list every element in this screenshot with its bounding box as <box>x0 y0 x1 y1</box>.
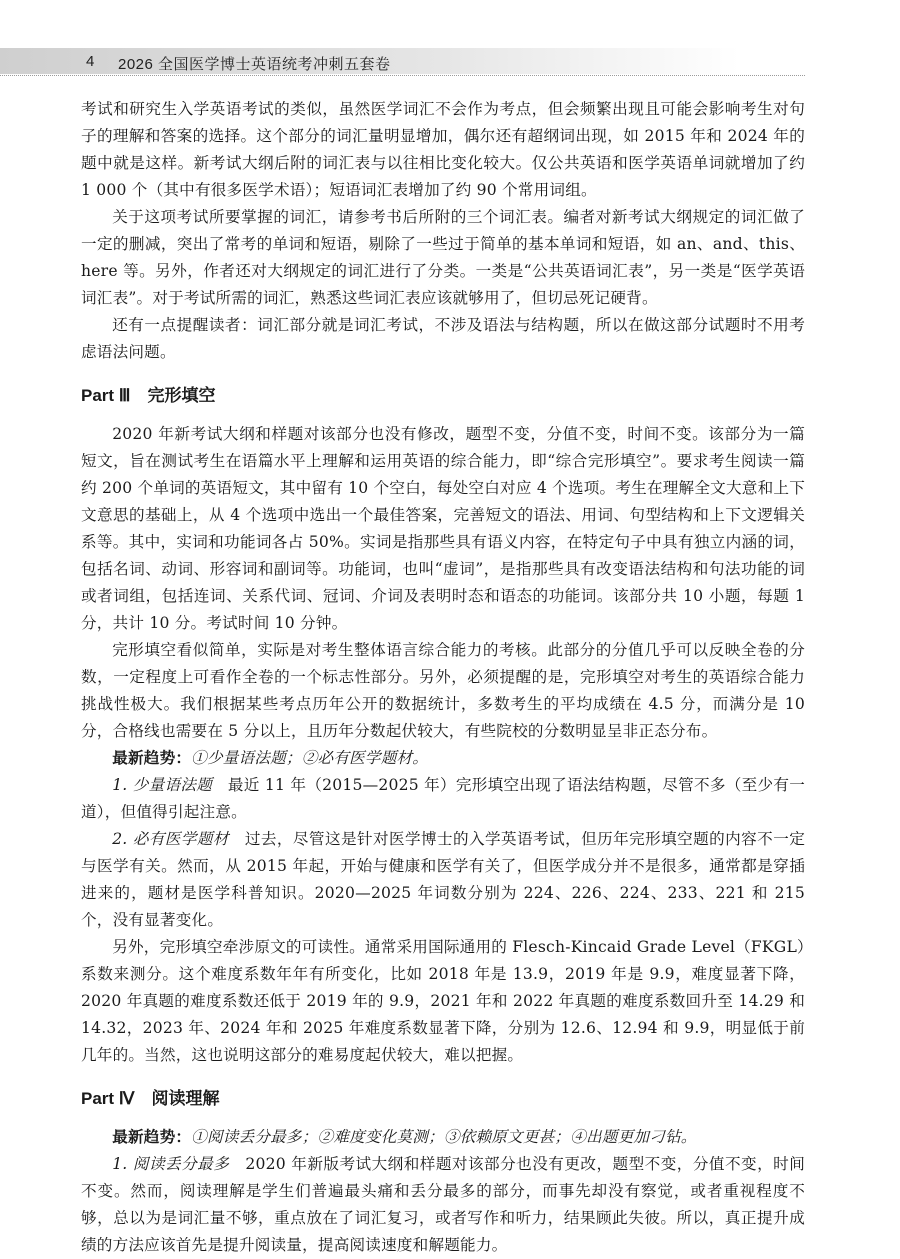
part4-heading: Part Ⅳ 阅读理解 <box>81 1089 220 1108</box>
intro-paragraph-2: 关于这项考试所要掌握的词汇，请参考书后所附的三个词汇表。编者对新考试大纲规定的词汇做了一定的删减，突出了常考的单词和短语，剔除了一些过于简单的基本单词和短语，如 an、and、this、here 等。另外，作者还对大纲规定的词汇进行了分类。一类是“公共英语词汇表”，另一类是“医学英语词汇表”。对于考试所需的词汇，熟悉这些词汇表应该就够用了，但切忌死记硬背。 <box>81 208 805 307</box>
part3-item-2-label: 2. 必有医学题材 <box>112 830 229 848</box>
part4-trend-label: 最新趋势： <box>112 1129 192 1146</box>
part3-item-2-text: 过去，尽管这是针对医学博士的入学英语考试，但历年完形填空题的内容不一定与医学有关。然而，从 2015 年起，开始与健康和医学有关了，但医学成分并不是很多，通常都是穿插进来的，题材是医学科普知识。2020—2025 年词数分别为 224、226、224、233、221 和 215 个，没有显著变化。 <box>81 830 805 929</box>
part3-trend-label: 最新趋势： <box>112 750 192 767</box>
part3-item-1 <box>81 772 805 826</box>
part4-item-1-text: 2020 年新版考试大纲和样题对该部分也没有更改，题型不变，分值不变，时间不变。然而，阅读理解是学生们普遍最头痛和丢分最多的部分，而事先却没有察觉，或者重视程度不够，总以为是词汇量不够，重点放在了词汇复习，或者写作和听力，结果顾此失彼。所以，真正提升成绩的方法应该首先是提升阅读量，提高阅读速度和解题能力。 <box>81 1155 805 1254</box>
header-rule <box>0 74 805 76</box>
part4-trend <box>81 1124 805 1151</box>
part4-item-1-label: 1. 阅读丢分最多 <box>112 1155 230 1173</box>
part3-item-2 <box>81 826 805 934</box>
part3-paragraph-2: 完形填空看似简单，实际是对考生整体语言综合能力的考核。此部分的分值几乎可以反映全卷的分数，一定程度上可看作全卷的一个标志性部分。另外，必须提醒的是，完形填空对考生的英语综合能力挑战性极大。我们根据某些考点历年公开的数据统计，多数考生的平均成绩在 4.5 分，而满分是 10 分，合格线也需要在 5 分以上，且历年分数起伏较大，有些院校的分数明显呈非正态分布。 <box>81 641 805 740</box>
intro-paragraph-3: 还有一点提醒读者：词汇部分就是词汇考试，不涉及语法与结构题，所以在做这部分试题时不用考虑语法问题。 <box>81 316 805 361</box>
part3-item-1-text: 最近 11 年（2015—2025 年）完形填空出现了语法结构题，尽管不多（至少有一道），但值得引起注意。 <box>81 776 805 821</box>
book-title: 2026 全国医学博士英语统考冲刺五套卷 <box>118 56 391 73</box>
part3-closing: 另外，完形填空牵涉原文的可读性。通常采用国际通用的 Flesch-Kincaid Grade Level（FKGL）系数来测分。这个难度系数年年有所变化，比如 2018 年是 13.9，2019 年是 9.9，难度显著下降，2020 年真题的难度系数还低于 2019 年的 9.9，2021 年和 2022 年真题的难度系数回升至 14.29 和 14.32，2023 年、2024 年和 2025 年难度系数显著下降，分别为 12.6、12.94 和 9.9，明显低于前几年的。当然，这也说明这部分的难易度起伏较大，难以把握。 <box>81 938 805 1064</box>
page-number: 4 <box>86 53 95 70</box>
part3-trend <box>81 745 805 772</box>
intro-paragraph-1: 考试和研究生入学英语考试的类似，虽然医学词汇不会作为考点，但会频繁出现且可能会影响考生对句子的理解和答案的选择。这个部分的词汇量明显增加，偶尔还有超纲词出现，如 2015 年和 2024 年的题中就是这样。新考试大纲后附的词汇表与以往相比变化较大。仅公共英语和医学英语单词就增加了约 1 000 个（其中有很多医学术语）；短语词汇表增加了约 90 个常用词组。 <box>81 100 805 199</box>
part3-item-1-label: 1. 少量语法题 <box>112 776 213 794</box>
part4-trend-items: ①阅读丢分最多；②难度变化莫测；③依赖原文更甚；④出题更加刁钻。 <box>191 1128 697 1146</box>
part3-paragraph-1: 2020 年新考试大纲和样题对该部分也没有修改，题型不变，分值不变，时间不变。该部分为一篇短文，旨在测试考生在语篇水平上理解和运用英语的综合能力，即“综合完形填空”。要求考生阅读一篇约 200 个单词的英语短文，其中留有 10 个空白，每处空白对应 4 个选项。考生在理解全文大意和上下文意思的基础上，从 4 个选项中选出一个最佳答案，完善短文的语法、用词、句型结构和上下文逻辑关系等。其中，实词和功能词各占 50%。实词是指那些具有语义内容，在特定句子中具有独立内涵的词，包括名词、动词、形容词和副词等。功能词，也叫“虚词”，是指那些具有改变语法结构和句法功能的词或者词组，包括连词、关系代词、冠词、介词及表明时态和语态的功能词。该部分共 10 小题，每题 1 分，共计 10 分。考试时间 10 分钟。 <box>81 425 805 632</box>
part4-item-1 <box>81 1151 805 1259</box>
page-content <box>81 96 805 1259</box>
part3-trend-items: ①少量语法题；②必有医学题材。 <box>191 749 429 767</box>
part3-heading: Part Ⅲ 完形填空 <box>81 386 216 405</box>
running-header <box>0 48 900 78</box>
